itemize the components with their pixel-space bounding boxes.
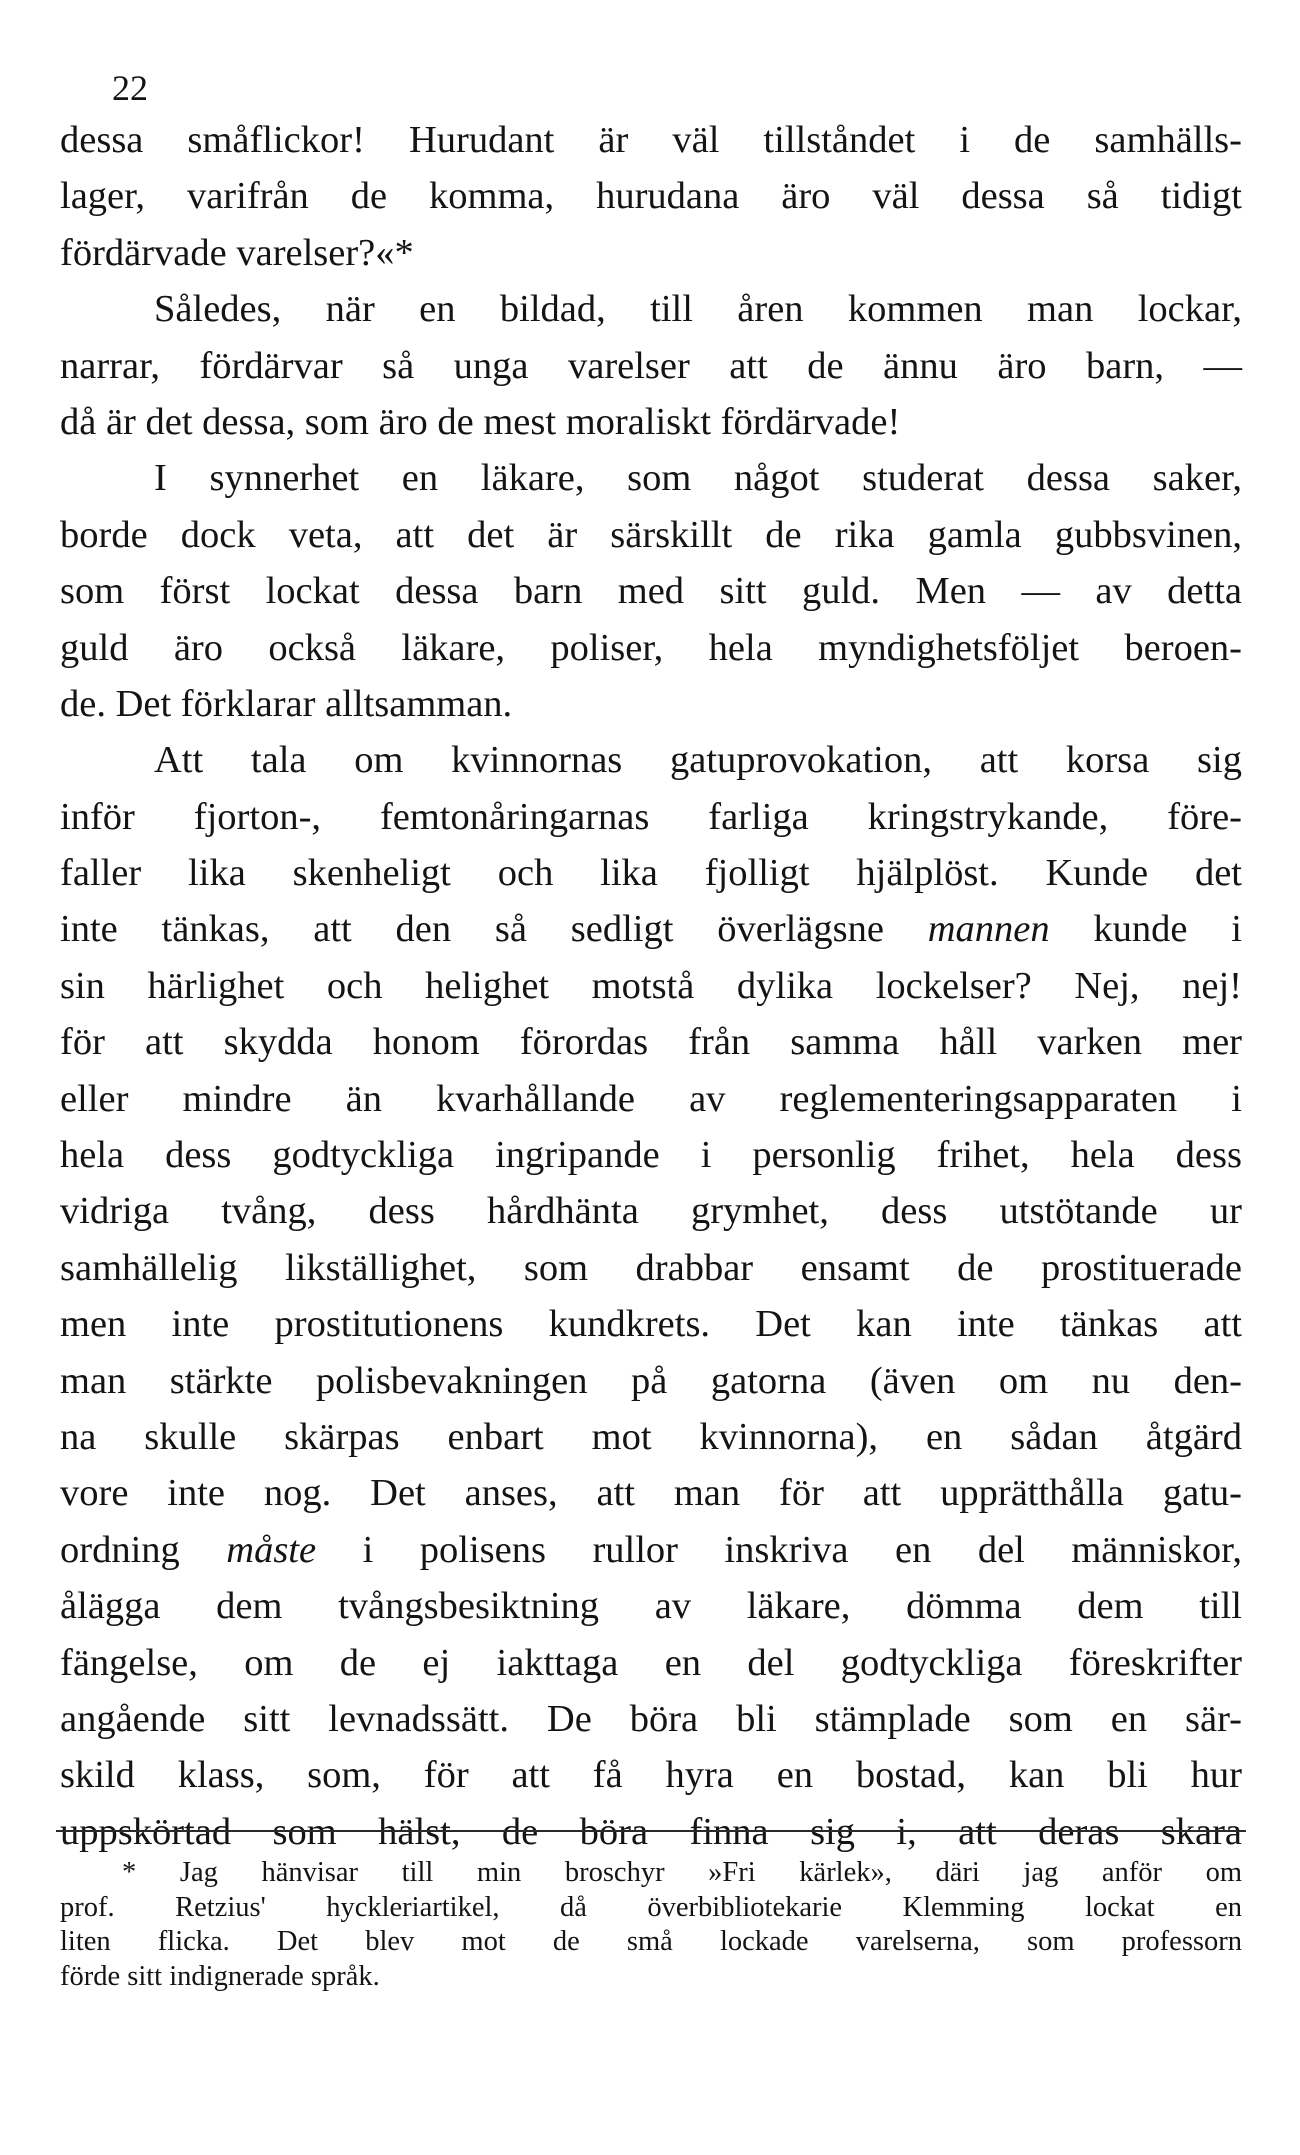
text-line bbox=[60, 507, 1242, 563]
line-segment: hela dess godtyckliga ingripande i personlig frihet, hela dess bbox=[60, 1134, 1242, 1177]
text-line bbox=[60, 1296, 1242, 1352]
line-segment: ålägga dem tvångsbesiktning av läkare, dömma dem till bbox=[60, 1585, 1242, 1628]
line-segment: narrar, fördärvar så unga varelser att de ännu äro barn, — bbox=[60, 344, 1242, 387]
emphasized-word: måste bbox=[226, 1528, 317, 1571]
line-segment: men inte prostitutionens kundkrets. Det kan inte tänkas att bbox=[60, 1303, 1242, 1346]
text-line bbox=[60, 168, 1242, 224]
text-line bbox=[60, 281, 1242, 337]
footnote bbox=[60, 1856, 1242, 1994]
text-line bbox=[60, 1127, 1242, 1183]
line-segment: ordning bbox=[60, 1528, 227, 1571]
text-line bbox=[60, 1691, 1242, 1747]
line-segment: då är det dessa, som äro de mest moraliskt fördärvade! bbox=[60, 400, 901, 443]
line-segment: sin härlighet och helighet motstå dylika lockelser? Nej, nej! bbox=[60, 964, 1242, 1007]
text-line bbox=[60, 958, 1242, 1014]
line-segment: de. Det förklarar alltsamman. bbox=[60, 682, 513, 725]
line-segment: dessa småflickor! Hurudant är väl tillståndet i de samhälls- bbox=[60, 119, 1242, 161]
line-segment: angående sitt levnadssätt. De böra bli stämplade som en sär- bbox=[60, 1697, 1242, 1740]
text-line bbox=[60, 1747, 1242, 1803]
line-segment: Att tala om kvinnornas gatuprovokation, att korsa sig bbox=[154, 739, 1242, 782]
text-line bbox=[60, 1071, 1242, 1127]
emphasized-word: mannen bbox=[927, 908, 1050, 951]
text-line bbox=[60, 563, 1242, 619]
line-segment: vidriga tvång, dess hårdhänta grymhet, dess utstötande ur bbox=[60, 1190, 1242, 1233]
footnote-line: liten flicka. Det blev mot de små lockade varelserna, som professorn bbox=[60, 1926, 1242, 1957]
text-line bbox=[60, 1014, 1242, 1070]
footnote-line: prof. Retzius' hyckleriartikel, då överbibliotekarie Klemming lockat en bbox=[60, 1891, 1242, 1923]
text-line bbox=[60, 901, 1242, 957]
text-line bbox=[60, 1240, 1242, 1296]
text-line bbox=[60, 1635, 1242, 1691]
footnote-line: förde sitt indignerade språk. bbox=[60, 1960, 380, 1992]
line-segment: inte tänkas, att den så sedligt överlägsne bbox=[60, 908, 928, 951]
text-line bbox=[60, 732, 1242, 788]
text-line bbox=[60, 845, 1242, 901]
line-segment: na skulle skärpas enbart mot kvinnorna), en sådan åtgärd bbox=[60, 1415, 1242, 1458]
page-number: 22 bbox=[112, 68, 148, 108]
text-line bbox=[60, 620, 1242, 676]
line-segment: inför fjorton-, femtonåringarnas farliga kringstrykande, före- bbox=[60, 795, 1242, 838]
text-line bbox=[60, 450, 1242, 506]
line-segment: uppskörtad som hälst, de böra finna sig i, att deras skara bbox=[60, 1810, 1242, 1853]
text-line bbox=[60, 225, 1242, 281]
line-segment: I synnerhet en läkare, som något studerat dessa saker, bbox=[154, 457, 1242, 500]
line-segment: samhällelig likställighet, som drabbar ensamt de prostituerade bbox=[60, 1246, 1242, 1289]
text-line bbox=[60, 338, 1242, 394]
line-segment: fängelse, om de ej iakttaga en del godtyckliga föreskrifter bbox=[60, 1641, 1242, 1684]
line-segment: Således, när en bildad, till åren kommen man lockar, bbox=[154, 288, 1242, 331]
footnote-separator bbox=[56, 1830, 1246, 1832]
text-line bbox=[60, 1578, 1242, 1634]
line-segment: lager, varifrån de komma, hurudana äro väl dessa så tidigt bbox=[60, 175, 1242, 218]
line-segment: som först lockat dessa barn med sitt guld. Men — av detta bbox=[60, 570, 1242, 613]
text-line bbox=[60, 112, 1242, 168]
text-line bbox=[60, 1522, 1242, 1578]
line-segment: guld äro också läkare, poliser, hela myndighetsföljet beroen- bbox=[60, 626, 1242, 669]
line-segment: eller mindre än kvarhållande av reglementeringsapparaten i bbox=[60, 1077, 1242, 1120]
body-text bbox=[60, 112, 1242, 1860]
line-segment: vore inte nog. Det anses, att man för att upprätthålla gatu- bbox=[60, 1472, 1242, 1515]
text-line bbox=[60, 394, 1242, 450]
text-line bbox=[60, 676, 1242, 732]
line-segment: faller lika skenheligt och lika fjolligt hjälplöst. Kunde det bbox=[60, 852, 1242, 895]
line-segment: fördärvade varelser?«* bbox=[60, 231, 414, 274]
footnote-line: * Jag hänvisar till min broschyr »Fri kärlek», däri jag anför om bbox=[122, 1857, 1242, 1888]
line-segment: för att skydda honom förordas från samma håll varken mer bbox=[60, 1021, 1242, 1064]
line-segment: borde dock veta, att det är särskillt de rika gamla gubbsvinen, bbox=[60, 513, 1242, 556]
line-segment: kunde i bbox=[1049, 908, 1242, 951]
line-segment: skild klass, som, för att få hyra en bostad, kan bli hur bbox=[60, 1754, 1242, 1797]
text-line bbox=[60, 1465, 1242, 1521]
line-segment: i polisens rullor inskriva en del människor, bbox=[316, 1528, 1242, 1571]
text-line bbox=[60, 1409, 1242, 1465]
text-line bbox=[60, 789, 1242, 845]
line-segment: man stärkte polisbevakningen på gatorna (även om nu den- bbox=[60, 1359, 1242, 1402]
text-line bbox=[60, 1353, 1242, 1409]
text-line bbox=[60, 1183, 1242, 1239]
